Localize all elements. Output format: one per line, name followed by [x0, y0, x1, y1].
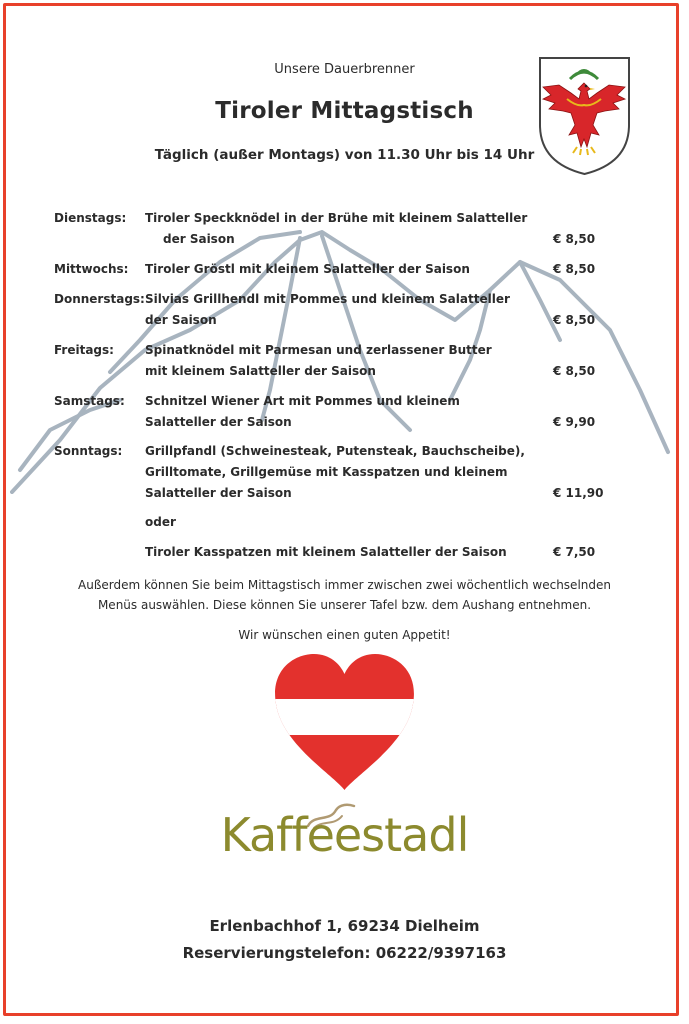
menu-price: € 8,50 — [553, 313, 596, 327]
menu-day: Mittwochs: — [54, 262, 129, 276]
menu-day: Dienstags: — [54, 211, 127, 225]
menu-dish-line: Tiroler Kasspatzen mit kleinem Salatteller der Saison — [145, 545, 507, 559]
info-text-line-1: Außerdem können Sie beim Mittagstisch immer zwischen zwei wöchentlich wechselnden — [78, 578, 611, 592]
opening-hours: Täglich (außer Montags) von 11.30 Uhr bis 14 Uhr — [154, 147, 535, 163]
menu-dish-line: mit kleinem Salatteller der Saison — [145, 364, 376, 378]
austria-heart-icon — [272, 652, 417, 792]
menu-dish-line: der Saison — [163, 232, 235, 246]
kaffeestadl-logo: Kaffeestadl — [220, 808, 469, 862]
appetit-text: Wir wünschen einen guten Appetit! — [238, 628, 451, 642]
menu-day: Sonntags: — [54, 444, 123, 458]
or-label: oder — [145, 515, 176, 529]
menu-dish-line: Schnitzel Wiener Art mit Pommes und kleinem — [145, 394, 460, 408]
menu-dish-line: Grillpfandl (Schweinesteak, Putensteak, Bauchscheibe), — [145, 444, 525, 458]
menu-dish-line: der Saison — [145, 313, 217, 327]
menu-dish-line: Grilltomate, Grillgemüse mit Kasspatzen und kleinem — [145, 465, 508, 479]
menu-price: € 9,90 — [553, 415, 596, 429]
menu-price: € 7,50 — [553, 545, 596, 559]
menu-dish-line: Spinatknödel mit Parmesan und zerlassener Butter — [145, 343, 492, 357]
menu-price: € 8,50 — [553, 364, 596, 378]
menu-day: Samstags: — [54, 394, 125, 408]
page-title: Tiroler Mittagstisch — [215, 98, 474, 124]
menu-day: Donnerstags: — [54, 292, 145, 306]
menu-price: € 8,50 — [553, 262, 596, 276]
page-subtitle: Unsere Dauerbrenner — [274, 62, 415, 77]
info-text-line-2: Menüs auswählen. Diese können Sie unserer Tafel bzw. dem Aushang entnehmen. — [97, 598, 592, 612]
menu-price: € 8,50 — [553, 232, 596, 246]
menu-day: Freitags: — [54, 343, 114, 357]
reservation-phone: Reservierungstelefon: 06222/9397163 — [182, 944, 507, 962]
menu-dish-line: Tiroler Speckknödel in der Brühe mit kleinem Salatteller — [145, 211, 528, 225]
menu-dish-line: Tiroler Gröstl mit kleinem Salatteller der Saison — [145, 262, 470, 276]
menu-dish-line: Salatteller der Saison — [145, 415, 292, 429]
menu-dish-line: Silvias Grillhendl mit Pommes und kleinem Salatteller — [145, 292, 510, 306]
menu-price: € 11,90 — [553, 486, 604, 500]
menu-dish-line: Salatteller der Saison — [145, 486, 292, 500]
address: Erlenbachhof 1, 69234 Dielheim — [209, 917, 480, 935]
